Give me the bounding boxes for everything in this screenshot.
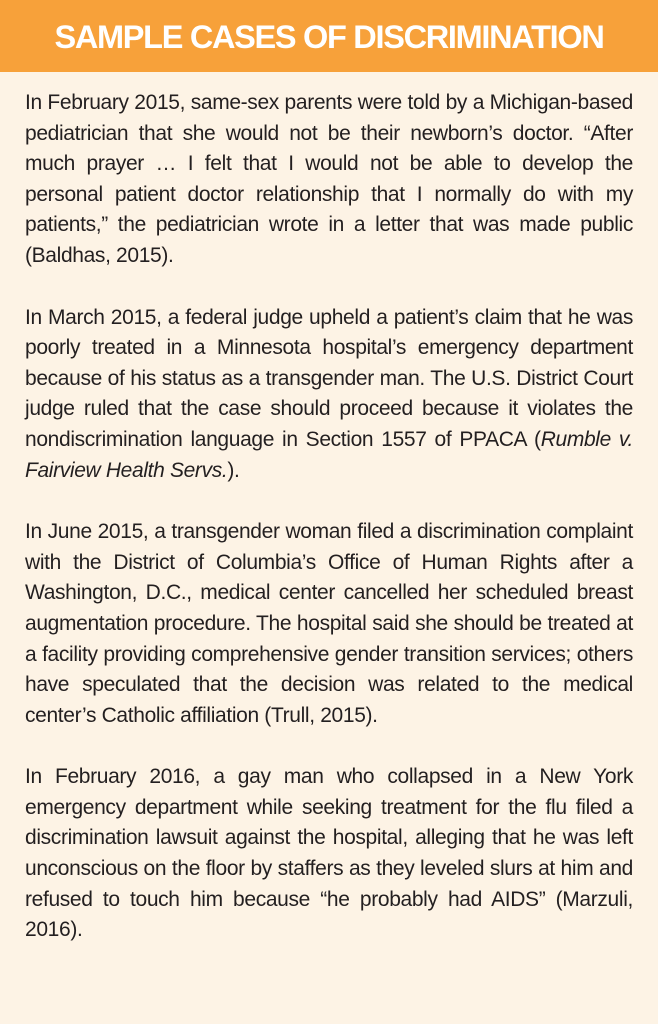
case-2-case-name: Rumble v. Fairview Health Servs.: [25, 427, 634, 482]
header-bar: [0, 0, 658, 72]
case-paragraph-3: In June 2015, a transgender woman filed a discrimination complaint with the District of Columbia’s Office of Human Rights after a Washington, D.C., medical center cancelled her scheduled breast augmentation procedure. The hospital said she should be treated at a facility providing comprehensive gender transition services; others have speculated that the decision was related to the medical center’s Catholic affiliation (Trull, 2015).: [25, 520, 633, 727]
case-paragraph-1: In February 2015, same-sex parents were told by a Michigan-based pediatrician that she would not be their newborn’s doctor. “After much prayer … I felt that I would not be able to develop the personal patient doctor relationship that I normally do with my patients,” the pediatrician wrote in a letter that was made public (Baldhas, 2015).: [25, 91, 633, 267]
case-paragraph-4: In February 2016, a gay man who collapsed in a New York emergency department while seeking treatment for the flu filed a discrimination lawsuit against the hospital, alleging that he was left unconscious on the floor by staffers as they leveled slurs at him and refused to touch him because “he probably had AIDS” (Marzuli, 2016).: [25, 765, 633, 942]
case-paragraph-2: [25, 303, 633, 487]
case-2-text-before: In March 2015, a federal judge upheld a patient’s claim that he was poorly treated in a Minnesota hospital’s emergency department because of his status as a transgender man. The U.S. District Court judge ruled that the case should proceed because it violates the nondiscrimination language in Section 1557 of PPACA (: [25, 305, 633, 451]
header-title: SAMPLE CASES OF DISCRIMINATION: [54, 18, 604, 55]
cases-content: [25, 88, 633, 946]
case-2-text-after: ).: [227, 458, 240, 482]
